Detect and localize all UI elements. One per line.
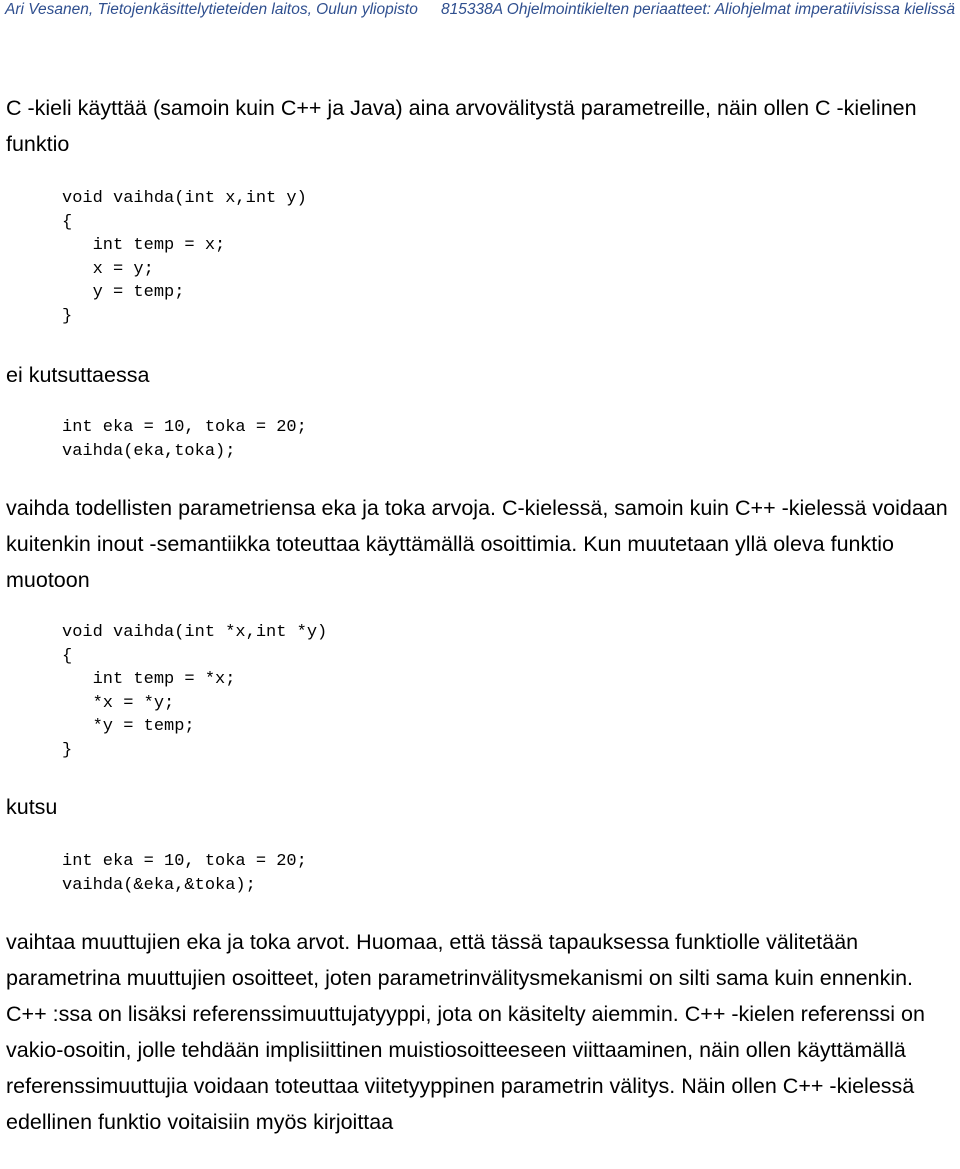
pointers-paragraph: vaihda todellisten parametriensa eka ja toka arvoja. C-kielessä, samoin kuin C++ -kielessä voidaan kuitenkin inout -semantiikka toteuttaa käyttämällä osoittimia. Kun muutetaan yllä oleva funktio muotoon (6, 496, 948, 592)
header-author: Ari Vesanen, Tietojenkäsittelytieteiden laitos, Oulun yliopisto (5, 1, 418, 18)
label-no-swap-call: ei kutsuttaessa (6, 363, 150, 387)
code-call-by-pointer: int eka = 10, toka = 20; vaihda(&eka,&toka); (62, 852, 307, 895)
intro-paragraph: C -kieli käyttää (samoin kuin C++ ja Java) aina arvovälitystä parametreille, näin ollen C -kielinen funktio (6, 96, 917, 156)
conclusion-paragraph: vaihtaa muuttujien eka ja toka arvot. Huomaa, että tässä tapauksessa funktiolle välitetään parametrina muuttujien osoitteet, joten parametrinvälitysmekanismi on silti sama kuin ennenkin. C++ :ssa on lisäksi referenssimuuttujatyyppi, jota on käsitelty aiemmin. C++ -kielen referenssi on vakio-osoitin, jolle tehdään implisiittinen muistiosoitteeseen viittaaminen, näin ollen käyttämällä referenssimuuttujia voidaan toteuttaa viitetyyppinen parametrin välitys. Näin ollen C++ -kielessä edellinen funktio voitaisiin myös kirjoittaa (6, 930, 925, 1134)
header-course-title: 815338A Ohjelmointikielten periaatteet: Aliohjelmat imperatiivisissa kielissä (441, 1, 956, 18)
label-call: kutsu (6, 795, 58, 819)
page-header (0, 0, 960, 30)
code-call-by-value: int eka = 10, toka = 20; vaihda(eka,toka); (62, 418, 307, 461)
code-swap-by-pointer: void vaihda(int *x,int *y) { int temp = *x; *x = *y; *y = temp; } (62, 623, 328, 760)
code-swap-by-value: void vaihda(int x,int y) { int temp = x; x = y; y = temp; } (62, 189, 307, 326)
